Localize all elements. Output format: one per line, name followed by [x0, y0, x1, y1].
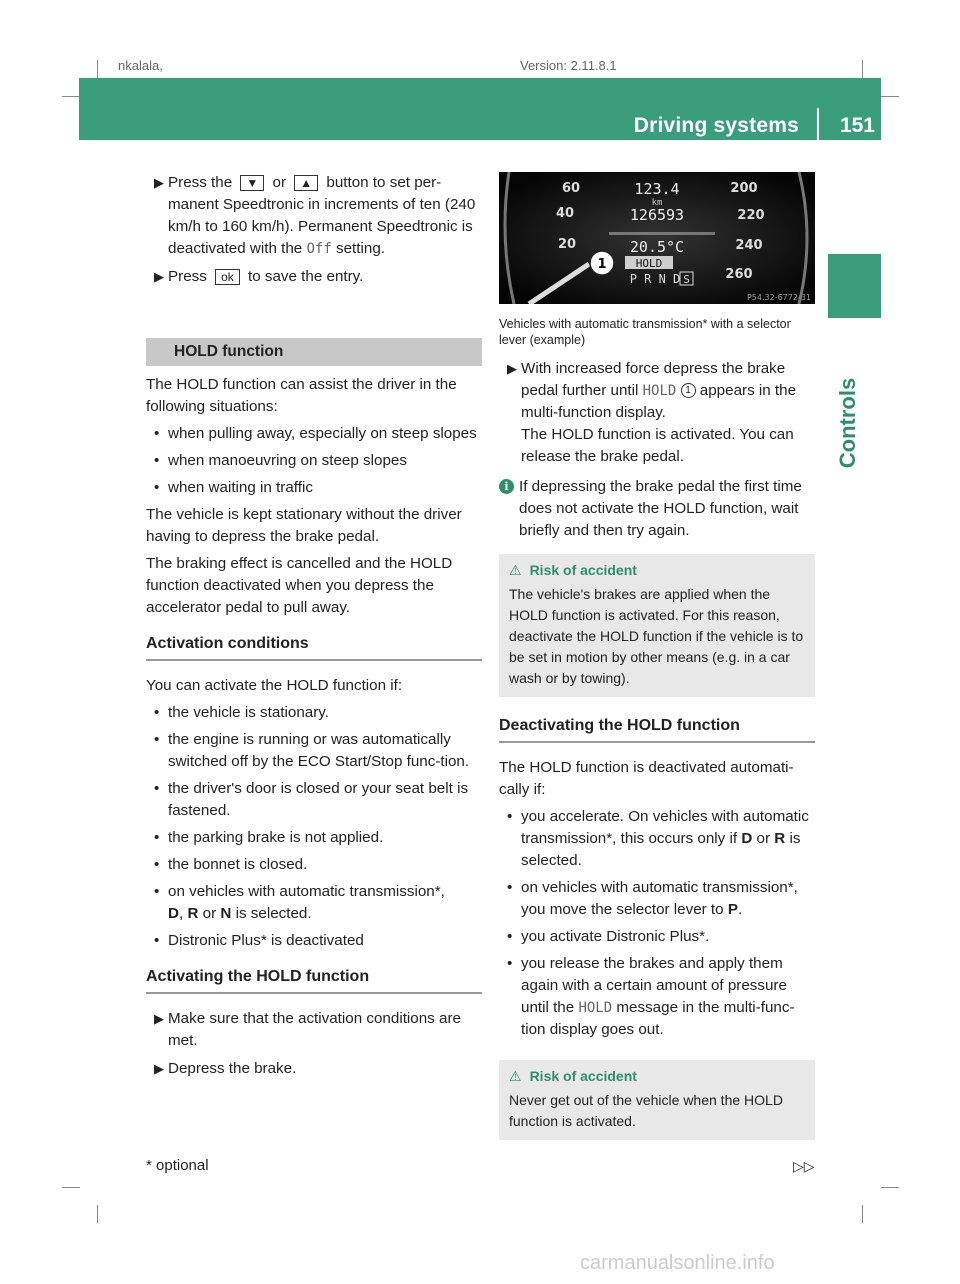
instruction-step: ▶ Make sure that the activation conditions are met.	[154, 1010, 461, 1049]
step-arrow-icon: ▶	[154, 175, 164, 190]
list-item: • you release the brakes and apply them again with a certain amount of pressure until the HOLD message in the multi-func-tion display goes out.	[507, 955, 795, 1038]
list-item: • when manoeuvring on steep slopes	[154, 452, 407, 469]
step-arrow-icon: ▶	[154, 269, 164, 284]
gear-s-display: S	[683, 273, 690, 286]
crop-mark	[862, 60, 863, 78]
activation-intro: You can activate the HOLD function if:	[146, 677, 403, 694]
hold-display: HOLD	[635, 257, 663, 270]
image-code: P54.32-6772-31	[746, 293, 811, 302]
warning-box: ⚠ Risk of accident The vehicle's brakes are applied when the HOLD function is activated. For this reason, deactivate the HOLD function if the vehicle is to be set in motion by other means (e.g. in a car wash or by towing).	[499, 554, 815, 697]
cancelled-text: The braking effect is cancelled and the HOLD function deactivated when you depress the accelerator pedal to pull away.	[146, 555, 453, 616]
step-arrow-icon: ▶	[507, 361, 517, 376]
speed-label: 200	[730, 181, 758, 196]
hold-function-heading: HOLD function	[146, 338, 482, 366]
list-item: • when pulling away, especially on steep slopes	[154, 425, 477, 442]
deactivation-intro: The HOLD function is deactivated automati-cally if:	[499, 759, 794, 798]
info-icon: i	[499, 479, 514, 494]
speed-label: 240	[735, 238, 763, 253]
crop-mark	[62, 1187, 80, 1188]
header-meta-left: nkalala,	[118, 58, 163, 73]
unit-display: km	[651, 198, 663, 208]
instruction-step: ▶ With increased force depress the brake pedal further until HOLD 1 appears in the multi-function display. The HOLD function is activated. You can release the brake pedal.	[507, 360, 797, 465]
right-column	[499, 172, 815, 1140]
footnote-optional: * optional	[146, 1157, 209, 1174]
list-item: • the vehicle is stationary.	[154, 704, 329, 721]
list-item: • the driver's door is closed or your seat belt is fastened.	[154, 780, 469, 819]
instruction-step: ▶ Depress the brake.	[146, 1058, 482, 1080]
activation-conditions-heading: Activation conditions	[146, 633, 482, 661]
speed-label: 220	[737, 208, 765, 223]
stationary-text: The vehicle is kept stationary without the driver having to depress the brake pedal.	[146, 506, 462, 545]
crop-mark	[97, 60, 98, 78]
crop-mark	[862, 1205, 863, 1223]
header-meta-version: Version: 2.11.8.1	[520, 58, 617, 73]
header-divider	[817, 108, 819, 140]
instruction-step: ▶ Press the ▼ or ▲ button to set per-manent Speedtronic in increments of ten (240 km/h to 160 km/h). Permanent Speedtronic is deactivated with the Off setting.	[154, 174, 476, 257]
list-item: • on vehicles with automatic transmission*, you move the selector lever to P.	[507, 879, 798, 918]
cluster-graphic	[499, 172, 815, 304]
display-off-text: Off	[306, 241, 332, 257]
down-button-key: ▼	[240, 175, 264, 191]
side-tab-marker	[828, 254, 881, 318]
temperature-display: 20.5°C	[629, 238, 685, 256]
watermark: carmanualsonline.info	[580, 1252, 775, 1274]
warning-triangle-icon: ⚠	[509, 1068, 522, 1084]
speed-label: 260	[725, 267, 753, 282]
speed-label: 20	[557, 237, 577, 252]
ok-button-key: ok	[215, 269, 240, 285]
activating-hold-heading: Activating the HOLD function	[146, 966, 482, 994]
list-item: • you activate Distronic Plus*.	[507, 928, 710, 945]
instrument-cluster-image	[499, 172, 815, 304]
list-item: • you accelerate. On vehicles with automatic transmission*, this occurs only if D or R is selected.	[507, 808, 809, 869]
hold-intro: The HOLD function can assist the driver in the following situations:	[146, 376, 457, 415]
crop-mark	[62, 96, 80, 97]
section-title: Driving systems	[633, 114, 799, 137]
warning-triangle-icon: ⚠	[509, 562, 522, 578]
step-arrow-icon: ▶	[154, 1061, 164, 1076]
crop-mark	[97, 1205, 98, 1223]
list-item: • when waiting in traffic	[154, 479, 313, 496]
continue-arrows-icon: ▷▷	[793, 1158, 815, 1174]
trip-display: 123.4	[634, 180, 680, 198]
instruction-step: ▶ Press ok to save the entry.	[146, 266, 482, 288]
display-hold-text: HOLD	[578, 1000, 613, 1016]
image-caption: Vehicles with automatic transmission* with a selector lever (example)	[499, 317, 791, 347]
left-column	[146, 172, 482, 1086]
crop-mark	[881, 96, 899, 97]
step-arrow-icon: ▶	[154, 1011, 164, 1026]
page-number: 151	[839, 114, 875, 137]
speed-label: 60	[561, 181, 581, 196]
gear-display: P R N D	[629, 272, 681, 286]
cluster-callout: 1	[597, 257, 607, 272]
deactivating-hold-heading: Deactivating the HOLD function	[499, 715, 815, 743]
list-item: • the engine is running or was automatically switched off by the ECO Start/Stop func-tion.	[154, 731, 470, 770]
up-button-key: ▲	[294, 175, 318, 191]
speed-label: 40	[555, 206, 575, 221]
crop-mark	[881, 1187, 899, 1188]
list-item: • the parking brake is not applied.	[154, 829, 384, 846]
list-item: • the bonnet is closed.	[154, 856, 308, 873]
info-note: i If depressing the brake pedal the first time does not activate the HOLD function, wait briefly and then try again.	[499, 476, 815, 542]
display-hold-text: HOLD	[642, 383, 677, 399]
odometer-display: 126593	[629, 206, 685, 224]
section-header-bar	[79, 78, 881, 140]
side-tab-label: Controls	[835, 377, 860, 469]
warning-box: ⚠ Risk of accident Never get out of the vehicle when the HOLD function is activated.	[499, 1060, 815, 1140]
callout-marker: 1	[681, 383, 696, 398]
list-item: • Distronic Plus* is deactivated	[154, 932, 364, 949]
list-item: • on vehicles with automatic transmission*, D, R or N is selected.	[154, 883, 445, 922]
